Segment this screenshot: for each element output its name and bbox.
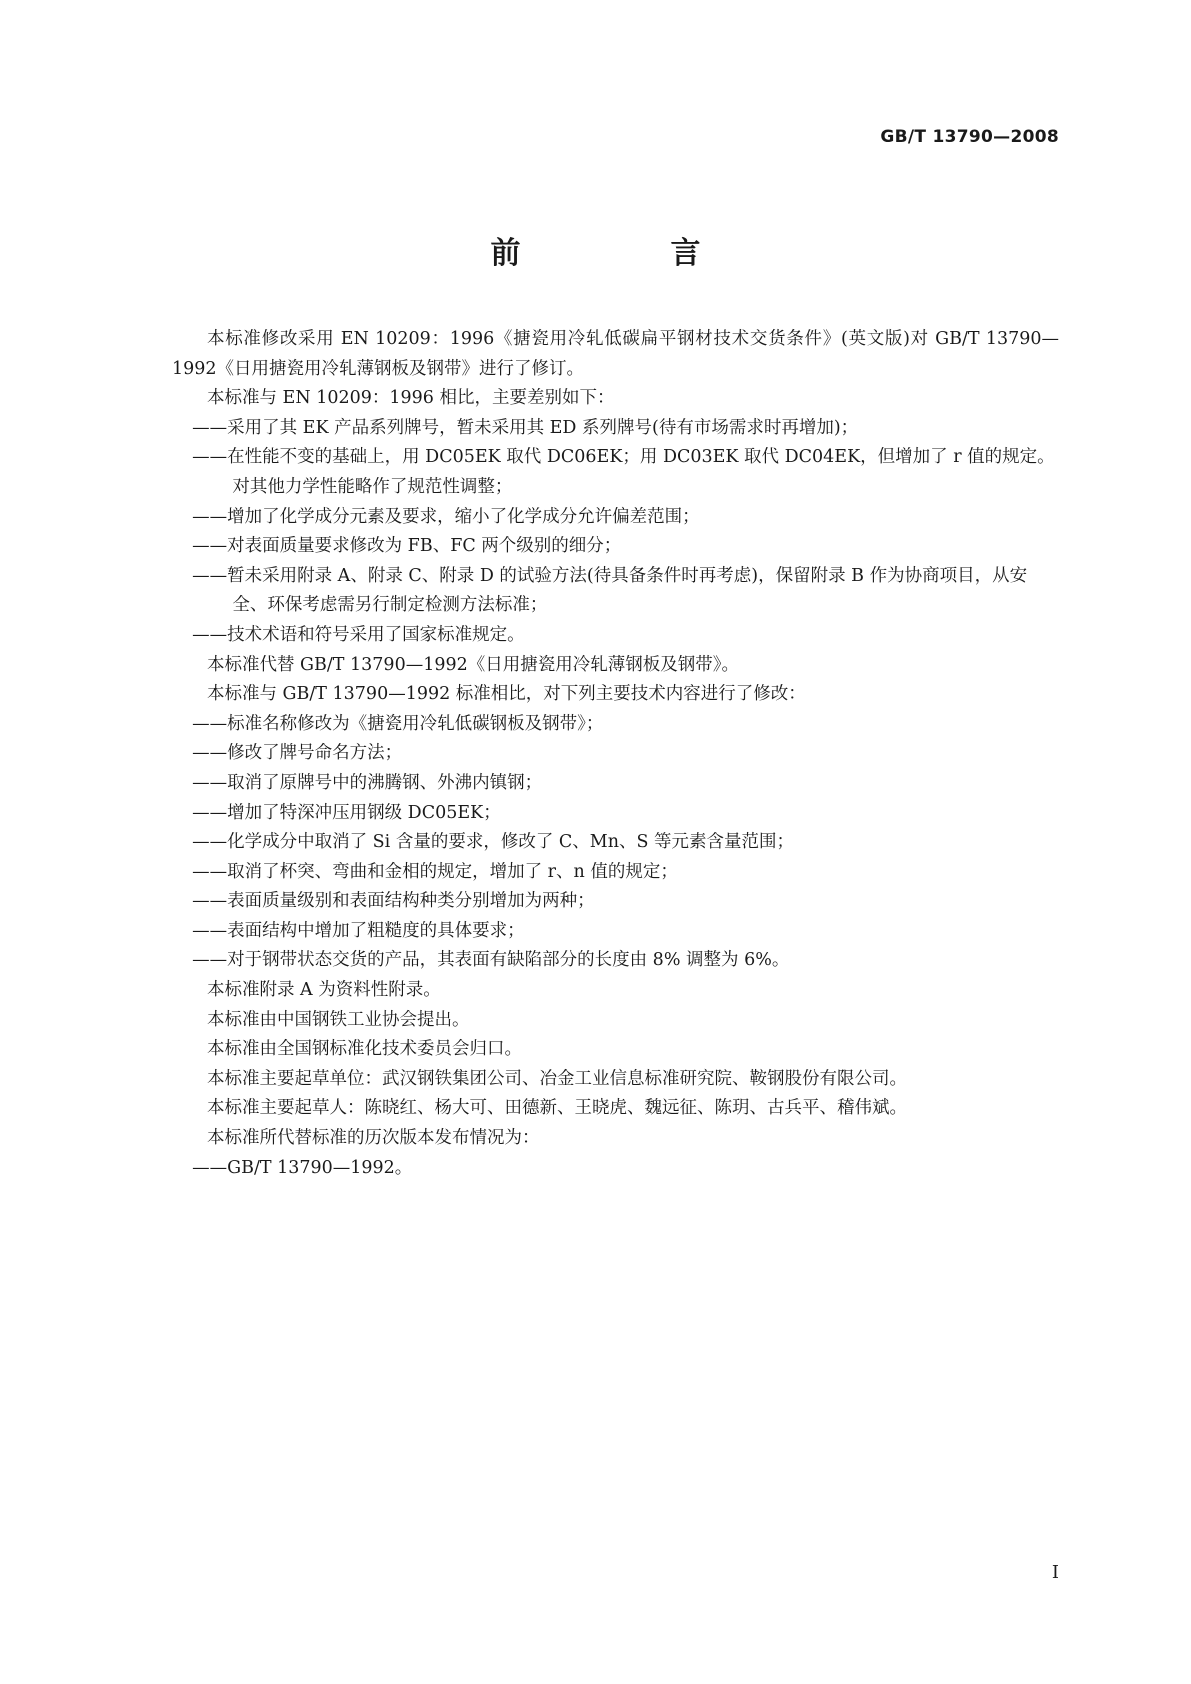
list-item: ——技术术语和符号采用了国家标准规定。 [192, 624, 525, 645]
paragraph: 本标准由全国钢标准化技术委员会归口。 [207, 1039, 522, 1060]
list-item: ——标准名称修改为《搪瓷用冷轧低碳钢板及钢带》； [192, 713, 604, 734]
list-item: ——化学成分中取消了 Si 含量的要求，修改了 C、Mn、S 等元素含量范围； [192, 832, 795, 853]
list-item: ——暂未采用附录 A、附录 C、附录 D 的试验方法(待具备条件时再考虑)，保留附录 B 作为协商项目，从安全、环保考虑需另行制定检测方法标准； [192, 565, 1028, 616]
paragraph: 本标准主要起草单位：武汉钢铁集团公司、冶金工业信息标准研究院、鞍钢股份有限公司。 [207, 1068, 907, 1089]
page-title: 前 言 [490, 236, 761, 271]
paragraph: 本标准修改采用 EN 10209：1996《搪瓷用冷轧低碳扁平钢材技术交货条件》(英文版)对 GB/T 13790—1992《日用搪瓷用冷轧薄钢板及钢带》进行了修订。 [172, 329, 1059, 379]
list-item: ——GB/T 13790—1992。 [192, 1157, 413, 1178]
list-item: ——取消了杯突、弯曲和金相的规定，增加了 r、n 值的规定； [192, 861, 678, 882]
list-item: ——表面结构中增加了粗糙度的具体要求； [192, 920, 525, 941]
paragraph: 本标准由中国钢铁工业协会提出。 [207, 1009, 470, 1030]
list-item: ——对表面质量要求修改为 FB、FC 两个级别的细分； [192, 536, 622, 557]
standard-code: GB/T 13790—2008 [880, 127, 1059, 147]
list-item: ——采用了其 EK 产品系列牌号，暂未采用其 ED 系列牌号(待有市场需求时再增加)； [192, 417, 859, 438]
paragraph: 本标准所代替标准的历次版本发布情况为： [207, 1128, 540, 1149]
list-item: ——增加了化学成分元素及要求，缩小了化学成分允许偏差范围； [192, 506, 700, 527]
paragraph: 本标准主要起草人：陈晓红、杨大可、田德新、王晓虎、魏远征、陈玥、古兵平、稽伟斌。 [207, 1098, 907, 1119]
page-number: I [1051, 1562, 1059, 1583]
list-item: ——增加了特深冲压用钢级 DC05EK； [192, 802, 501, 823]
foreword-body [172, 325, 1059, 1183]
paragraph: 本标准代替 GB/T 13790—1992《日用搪瓷用冷轧薄钢板及钢带》。 [207, 654, 739, 675]
paragraph: 本标准与 GB/T 13790—1992 标准相比，对下列主要技术内容进行了修改： [207, 684, 806, 705]
list-item: ——表面质量级别和表面结构种类分别增加为两种； [192, 891, 595, 912]
list-item: ——取消了原牌号中的沸腾钢、外沸内镇钢； [192, 772, 543, 793]
list-item: ——在性能不变的基础上，用 DC05EK 取代 DC06EK；用 DC03EK 取代 DC04EK，但增加了 r 值的规定。对其他力学性能略作了规范性调整； [192, 447, 1055, 497]
paragraph: 本标准附录 A 为资料性附录。 [207, 980, 441, 1001]
list-item: ——修改了牌号命名方法； [192, 743, 403, 764]
list-item: ——对于钢带状态交货的产品，其表面有缺陷部分的长度由 8% 调整为 6%。 [192, 950, 790, 971]
paragraph: 本标准与 EN 10209：1996 相比，主要差别如下： [207, 388, 615, 409]
